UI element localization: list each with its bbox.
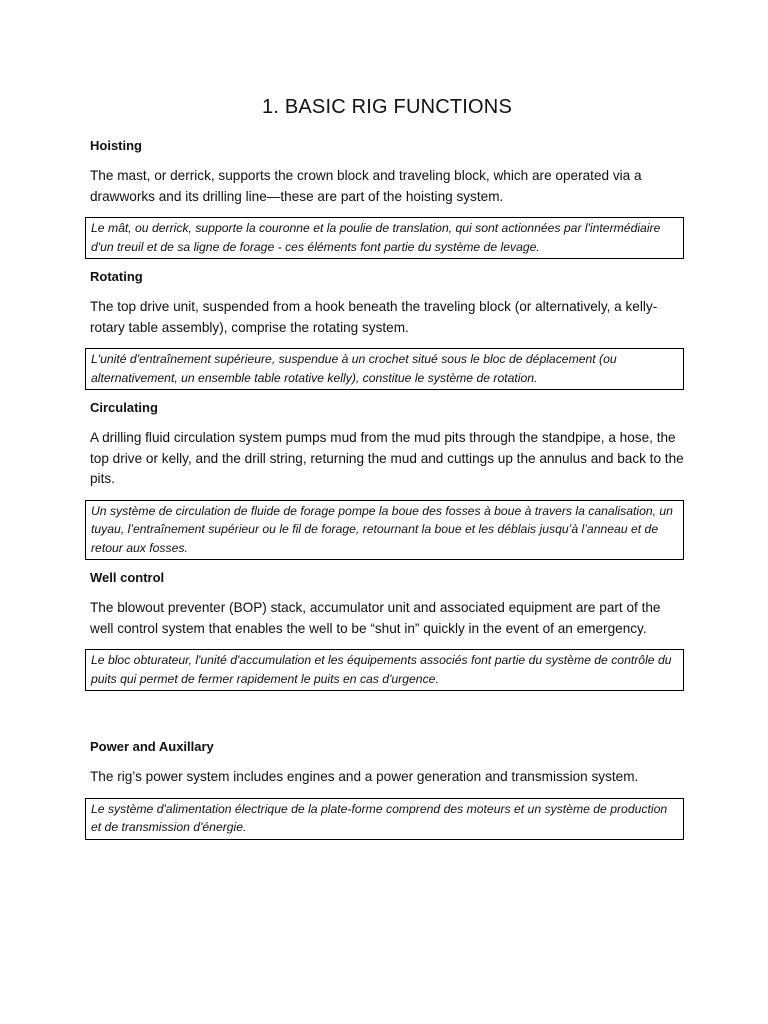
section-body: The rig’s power system includes engines and a power generation and transmission system.: [90, 769, 639, 784]
section-body: The blowout preventer (BOP) stack, accumulator unit and associated equipment are part of the well control system that enables the well to be “shut in” quickly in the event of an emergency.: [90, 600, 661, 636]
section-heading: Hoisting: [90, 138, 142, 153]
section-body: The mast, or derrick, supports the crown block and traveling block, which are operated via a drawworks and its drilling line—these are part of the hoisting system.: [90, 168, 642, 204]
section-power-auxillary: [90, 739, 684, 840]
translation-box: Le bloc obturateur, l'unité d'accumulation et les équipements associés font partie du système de contrôle du puits qui permet de fermer rapidement le puits en cas d'urgence.: [85, 649, 684, 691]
translation-box: Le système d'alimentation électrique de la plate-forme comprend des moteurs et un système de production et de transmission d'énergie.: [85, 798, 684, 840]
translation-box: Le mât, ou derrick, supporte la couronne et la poulie de translation, qui sont actionnées par l'intermédiaire d'un treuil et de sa ligne de forage - ces éléments font partie du système de levage.: [85, 217, 684, 259]
section-heading: Well control: [90, 570, 165, 585]
section-well-control: [90, 570, 684, 691]
section-body: A drilling fluid circulation system pumps mud from the mud pits through the standpipe, a hose, the top drive or kelly, and the drill string, returning the mud and cuttings up the annulus and back to the pits.: [90, 430, 684, 486]
section-heading: Circulating: [90, 400, 158, 415]
section-body: The top drive unit, suspended from a hook beneath the traveling block (or alternatively, a kelly-rotary table assembly), comprise the rotating system.: [90, 299, 658, 335]
section-heading: Rotating: [90, 269, 143, 284]
section-spacer: [90, 701, 684, 739]
section-hoisting: [90, 138, 684, 259]
section-circulating: [90, 400, 684, 560]
document-page: [90, 94, 684, 850]
section-rotating: [90, 269, 684, 390]
page-title: 1. BASIC RIG FUNCTIONS: [262, 96, 512, 118]
translation-box: Un système de circulation de fluide de forage pompe la boue des fosses à boue à travers la canalisation, un tuyau, l’entraînement supérieur ou le fil de forage, retournant la boue et les déblais jusqu’à l’anneau et de retour aux fosses.: [85, 500, 684, 561]
translation-box: L'unité d'entraînement supérieure, suspendue à un crochet situé sous le bloc de déplacement (ou alternativement, un ensemble table rotative kelly), constitue le système de rotation.: [85, 348, 684, 390]
section-heading: Power and Auxillary: [90, 739, 214, 754]
